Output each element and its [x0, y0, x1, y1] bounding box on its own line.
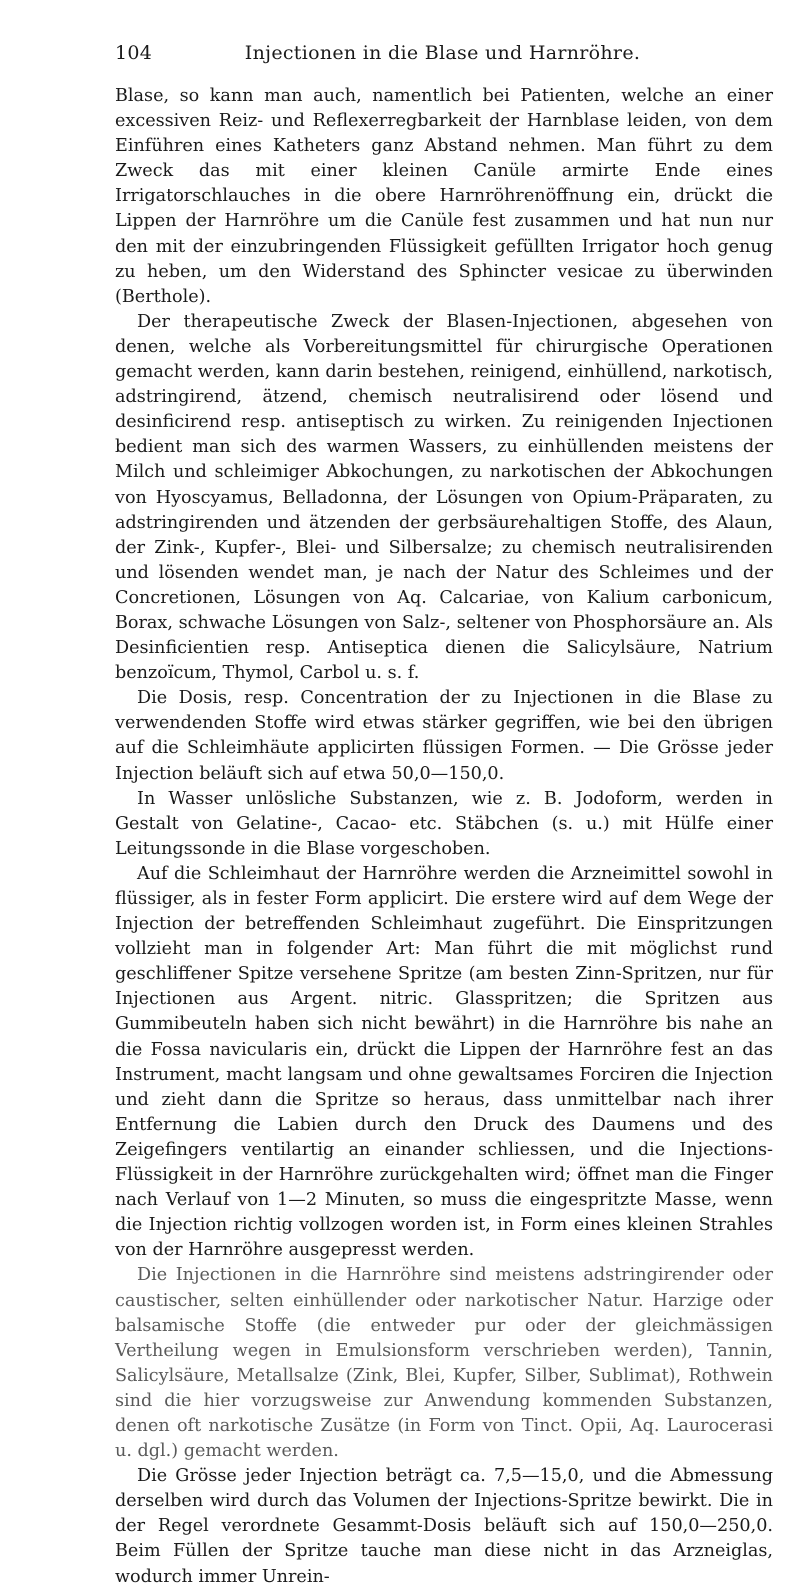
paragraph-groesse-injection: Die Grösse jeder Injection beträgt ca. 7,5—15,0, und die Abmessung derselben wird durch das Volumen der Injections-Spritze bewirkt. Die in der Regel verordnete Gesammt-Dosis beläuft sich auf 150,0—250,0. Beim Füllen der Spritze tauche man diese nicht in das Arzneiglas, wodurch immer Unrein- [115, 1466, 773, 1587]
page-number: 104 [115, 42, 153, 64]
paragraph-therapeutischer-zweck: Der therapeutische Zweck der Blasen-Injectionen, abgesehen von denen, welche als Vorbereitungsmittel für chirurgische Operationen gemacht werden, kann darin bestehen, reinigend, einhüllend, narkotisch, adstringirend, ätzend, chemisch neutralisirend oder lösend und desinficirend resp. antiseptisch zu wirken. Zu reinigenden Injectionen bedient man sich des warmen Wassers, zu einhüllenden meistens der Milch und schleimiger Abkochungen, zu narkotischen der Abkochungen von Hyoscyamus, Belladonna, der Lösungen von Opium-Präparaten, zu adstringirenden und ätzenden der gerbsäurehaltigen Stoffe, des Alaun, der Zink-, Kupfer-, Blei- und Silbersalze; zu chemisch neutralisirenden und lösenden wendet man, je nach der Natur des Schleimes und der Concretionen, Lösungen von Aq. Calcariae, von Kalium carbonicum, Borax, schwache Lösungen von Salz-, seltener von Phosphorsäure an. Als Desinficientien resp. Antiseptica dienen die Salicylsäure, Natrium benzoïcum, Thymol, Carbol u. s. f. [115, 311, 773, 684]
paragraph-unloesliche-substanzen: In Wasser unlösliche Substanzen, wie z. B. Jodoform, werden in Gestalt von Gelatine-, Cacao- etc. Stäbchen (s. u.) mit Hülfe einer Leitungssonde in die Blase vorgeschoben. [115, 788, 773, 859]
paragraph-dosis: Die Dosis, resp. Concentration der zu Injectionen in die Blase zu verwendenden Stoffe wird etwas stärker gegriffen, wie bei den übrigen auf die Schleimhäute applicirten flüssigen Formen. — Die Grösse jeder Injection beläuft sich auf etwa 50,0—150,0. [115, 688, 773, 784]
body-text [115, 84, 773, 1590]
running-title: Injectionen in die Blase und Harnröhre. [244, 42, 641, 64]
paragraph-blase-einfuehren: Blase, so kann man auch, namentlich bei Patienten, welche an einer excessiven Reiz- und Reflexerregbarkeit der Harnblase leiden, von dem Einführen eines Katheters ganz Abstand nehmen. Man führt zu dem Zweck das mit einer kleinen Canüle armirte Ende eines Irrigatorschlauches in die obere Harnröhrenöffnung ein, drückt die Lippen der Harnröhre um die Canüle fest zusammen und hat nun nur den mit der einzubringenden Flüssigkeit gefüllten Irrigator hoch genug zu heben, um den Widerstand des Sphincter vesicae zu überwinden (Berthole). [115, 86, 773, 307]
paragraph-harnroehre-einspritzung: Auf die Schleimhaut der Harnröhre werden die Arzneimittel sowohl in flüssiger, als in fester Form applicirt. Die erstere wird auf dem Wege der Injection der betreffenden Schleimhaut zugeführt. Die Einspritzungen vollzieht man in folgender Art: Man führt die mit möglichst rund geschliffener Spitze versehene Spritze (am besten Zinn-Spritzen, nur für Injectionen aus Argent. nitric. Glasspritzen; die Spritzen aus Gummibeuteln haben sich nicht bewährt) in die Harnröhre bis nahe an die Fossa navicularis ein, drückt die Lippen der Harnröhre fest an das Instrument, macht langsam und ohne gewaltsames Forciren die Injection und zieht dann die Spritze so heraus, dass unmittelbar nach ihrer Entfernung die Labien durch den Druck des Daumens und des Zeigefingers ventilartig an einander schliessen, und die Injections-Flüssigkeit in der Harnröhre zurückgehalten wird; öffnet man die Finger nach Verlauf von 1—2 Minuten, so muss die eingespritzte Masse, wenn die Injection richtig vollzogen worden ist, in Form eines kleinen Strahles von der Harnröhre ausgepresst werden. [115, 863, 773, 1261]
page-header [115, 40, 770, 66]
paragraph-harnroehre-injectionen: Die Injectionen in die Harnröhre sind meistens adstringirender oder caustischer, selten einhüllender oder narkotischer Natur. Harzige oder balsamische Stoffe (die entweder pur oder der gleichmässigen Vertheilung wegen in Emulsionsform verschrieben werden), Tannin, Salicylsäure, Metallsalze (Zink, Blei, Kupfer, Silber, Sublimat), Rothwein sind die hier vorzugsweise zur Anwendung kommenden Substanzen, denen oft narkotische Zusätze (in Form von Tinct. Opii, Aq. Laurocerasi u. dgl.) gemacht werden. [115, 1265, 773, 1462]
